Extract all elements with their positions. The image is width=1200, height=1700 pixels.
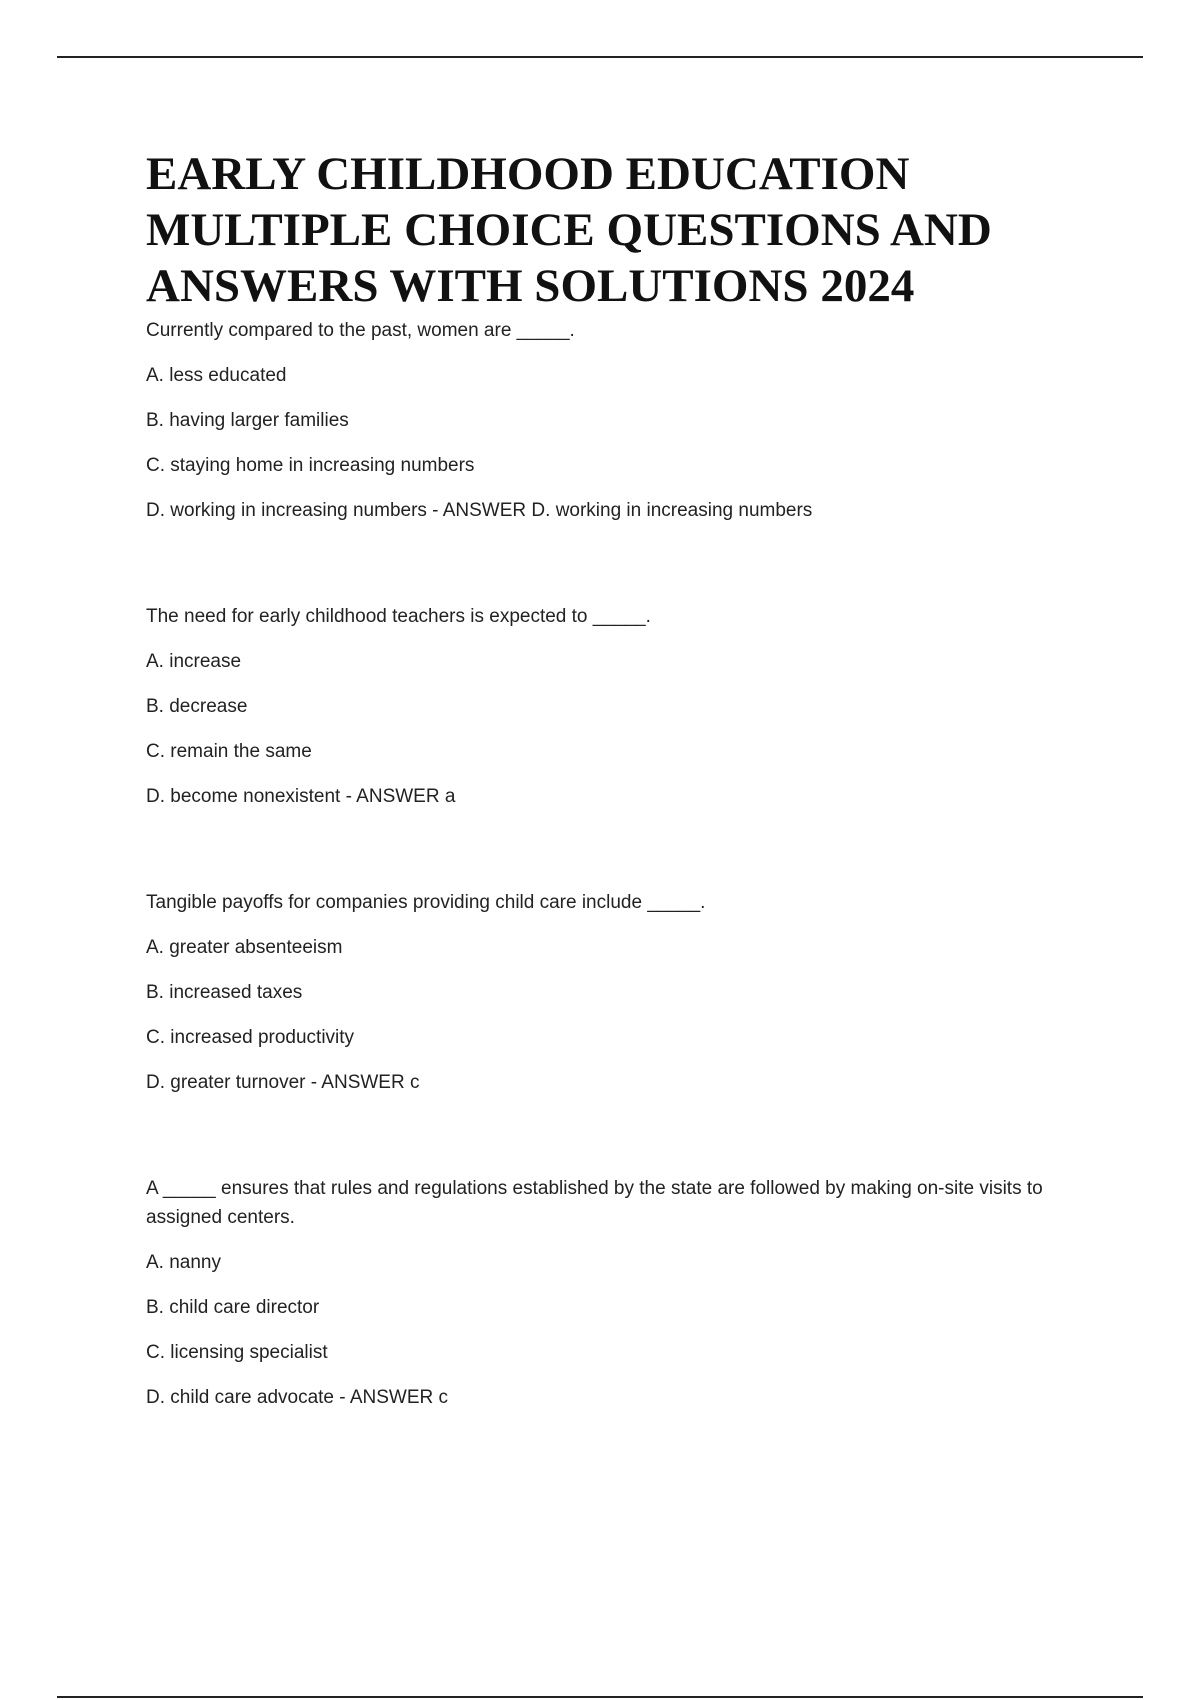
option-b: B. having larger families [146, 410, 349, 431]
option-d: D. greater turnover - ANSWER c [146, 1072, 420, 1093]
option-list [146, 647, 1086, 811]
bottom-rule [57, 1696, 1143, 1698]
page-content [146, 146, 1086, 1428]
option-a: A. nanny [146, 1252, 221, 1273]
option-c: C. licensing specialist [146, 1342, 328, 1363]
option-b: B. decrease [146, 696, 248, 717]
option-list [146, 361, 1086, 525]
option-b: B. child care director [146, 1297, 320, 1318]
top-rule [57, 56, 1143, 58]
question-text: A _____ ensures that rules and regulations established by the state are followed by making on-site visits to assigned centers. [146, 1178, 1043, 1228]
spacer [146, 827, 1086, 888]
option-a: A. greater absenteeism [146, 937, 343, 958]
option-list [146, 933, 1086, 1097]
question-3 [146, 888, 1086, 1097]
option-c: C. increased productivity [146, 1027, 355, 1048]
option-a: A. increase [146, 651, 242, 672]
option-c: C. remain the same [146, 741, 312, 762]
question-text: The need for early childhood teachers is expected to _____. [146, 606, 651, 627]
question-2 [146, 602, 1086, 811]
option-d: D. working in increasing numbers - ANSWER D. working in increasing numbers [146, 500, 813, 521]
option-b: B. increased taxes [146, 982, 303, 1003]
spacer [146, 1113, 1086, 1174]
question-1 [146, 316, 1086, 525]
question-text: Tangible payoffs for companies providing child care include _____. [146, 892, 706, 913]
option-a: A. less educated [146, 365, 287, 386]
option-c: C. staying home in increasing numbers [146, 455, 475, 476]
option-d: D. become nonexistent - ANSWER a [146, 786, 456, 807]
option-list [146, 1248, 1086, 1412]
spacer [146, 541, 1086, 602]
question-4 [146, 1174, 1086, 1412]
question-text: Currently compared to the past, women are _____. [146, 320, 575, 341]
option-d: D. child care advocate - ANSWER c [146, 1387, 448, 1408]
document-title: EARLY CHILDHOOD EDUCATION MULTIPLE CHOICE QUESTIONS AND ANSWERS WITH SOLUTIONS 2024 [146, 148, 992, 312]
